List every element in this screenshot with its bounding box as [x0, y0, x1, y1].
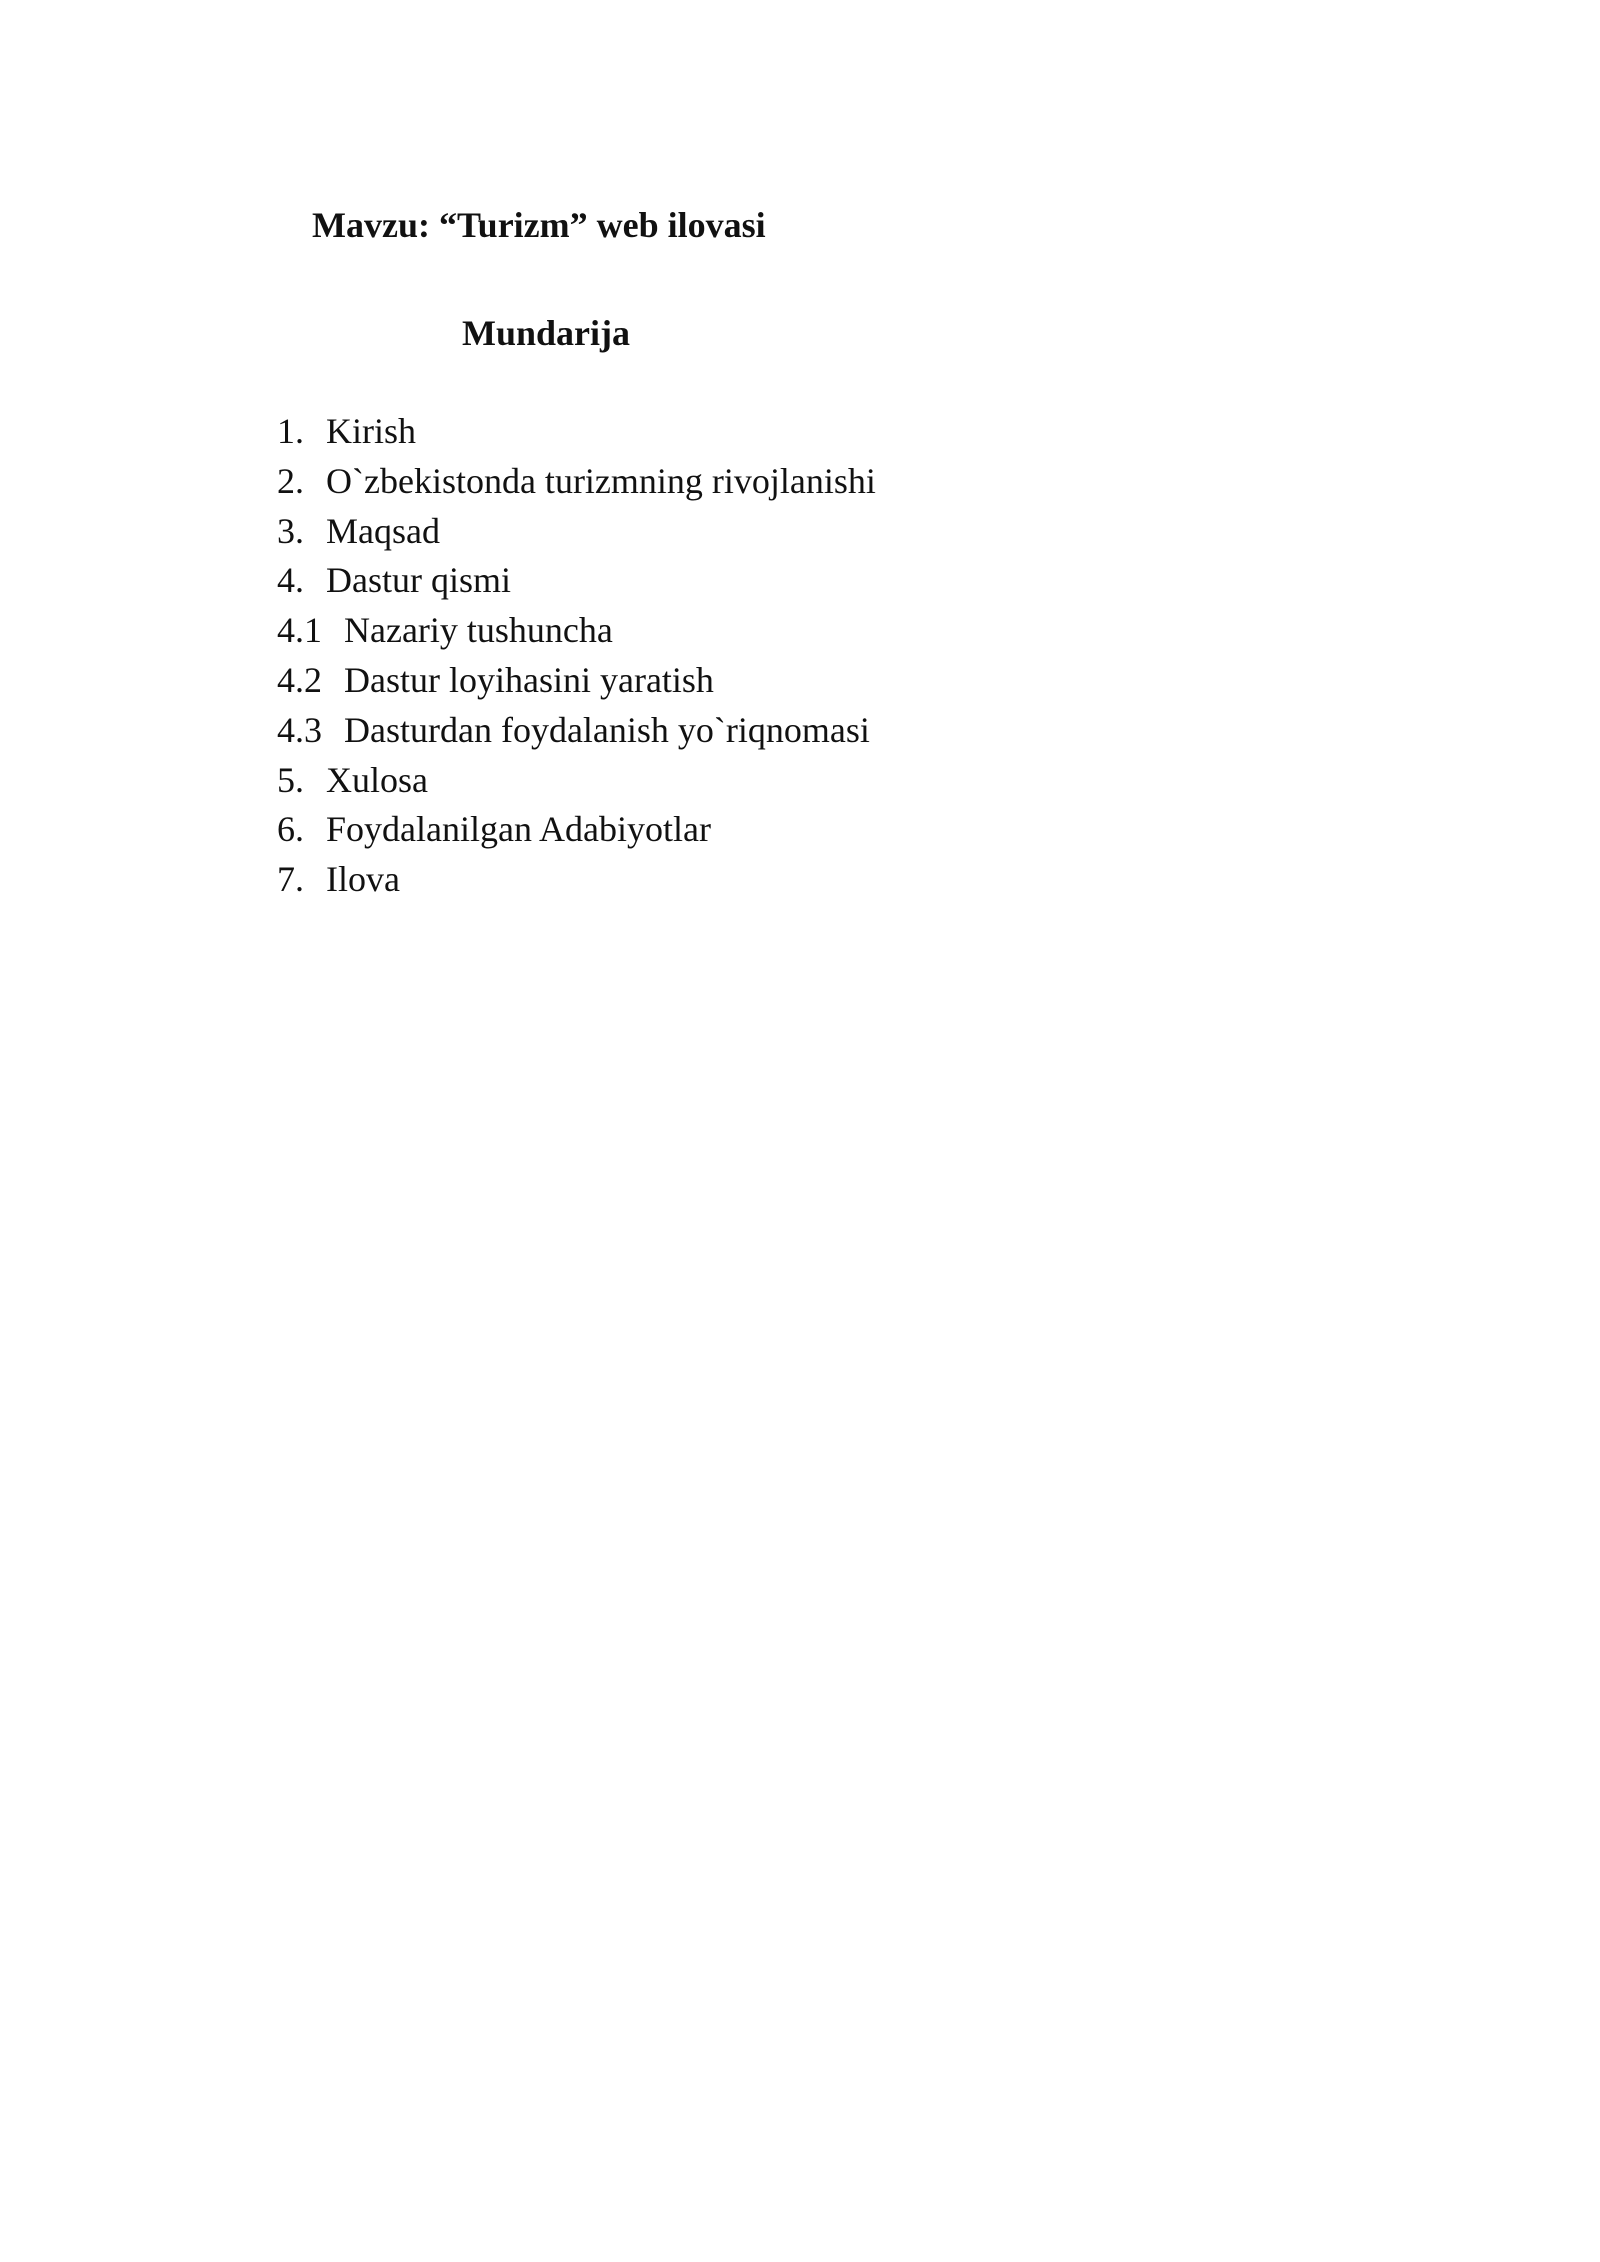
toc-item-dastur-qismi — [277, 556, 876, 606]
table-of-contents — [277, 407, 876, 905]
toc-item-number: 7. — [277, 859, 304, 900]
toc-item-text: Foydalanilgan Adabiyotlar — [326, 809, 711, 850]
toc-item-number: 6. — [277, 809, 304, 850]
toc-item-text: Dastur loyihasini yaratish — [344, 659, 714, 700]
topic-title: Mavzu: “Turizm” web ilovasi — [312, 205, 766, 245]
toc-item-text: O`zbekistonda turizmning rivojlanishi — [326, 460, 876, 501]
toc-item-number: 2. — [277, 460, 304, 501]
toc-item-xulosa — [277, 756, 876, 806]
toc-item-number: 4. — [277, 560, 304, 601]
toc-item-text: Dastur qismi — [326, 560, 511, 601]
toc-item-loyiha — [277, 656, 876, 706]
toc-item-number: 4.2 — [277, 659, 322, 700]
toc-item-number: 4.3 — [277, 709, 322, 750]
toc-item-text: Dasturdan foydalanish yo`riqnomasi — [344, 709, 870, 750]
toc-heading: Mundarija — [462, 313, 631, 353]
toc-item-text: Kirish — [326, 411, 416, 451]
toc-item-rivojlanishi — [277, 457, 876, 507]
toc-item-number: 4.1 — [277, 610, 322, 651]
toc-item-text: Maqsad — [326, 510, 440, 551]
toc-item-text: Nazariy tushuncha — [344, 610, 613, 651]
toc-item-text: Ilova — [326, 859, 400, 900]
toc-item-ilova — [277, 855, 876, 905]
toc-item-number: 1. — [277, 411, 304, 451]
toc-item-nazariy-tushuncha — [277, 606, 876, 656]
toc-item-number: 5. — [277, 759, 304, 800]
toc-item-kirish — [277, 407, 876, 457]
toc-item-text: Xulosa — [326, 759, 428, 800]
toc-item-maqsad — [277, 507, 876, 557]
toc-item-number: 3. — [277, 510, 304, 551]
toc-item-adabiyotlar — [277, 805, 876, 855]
toc-item-yoriqnoma — [277, 706, 876, 756]
